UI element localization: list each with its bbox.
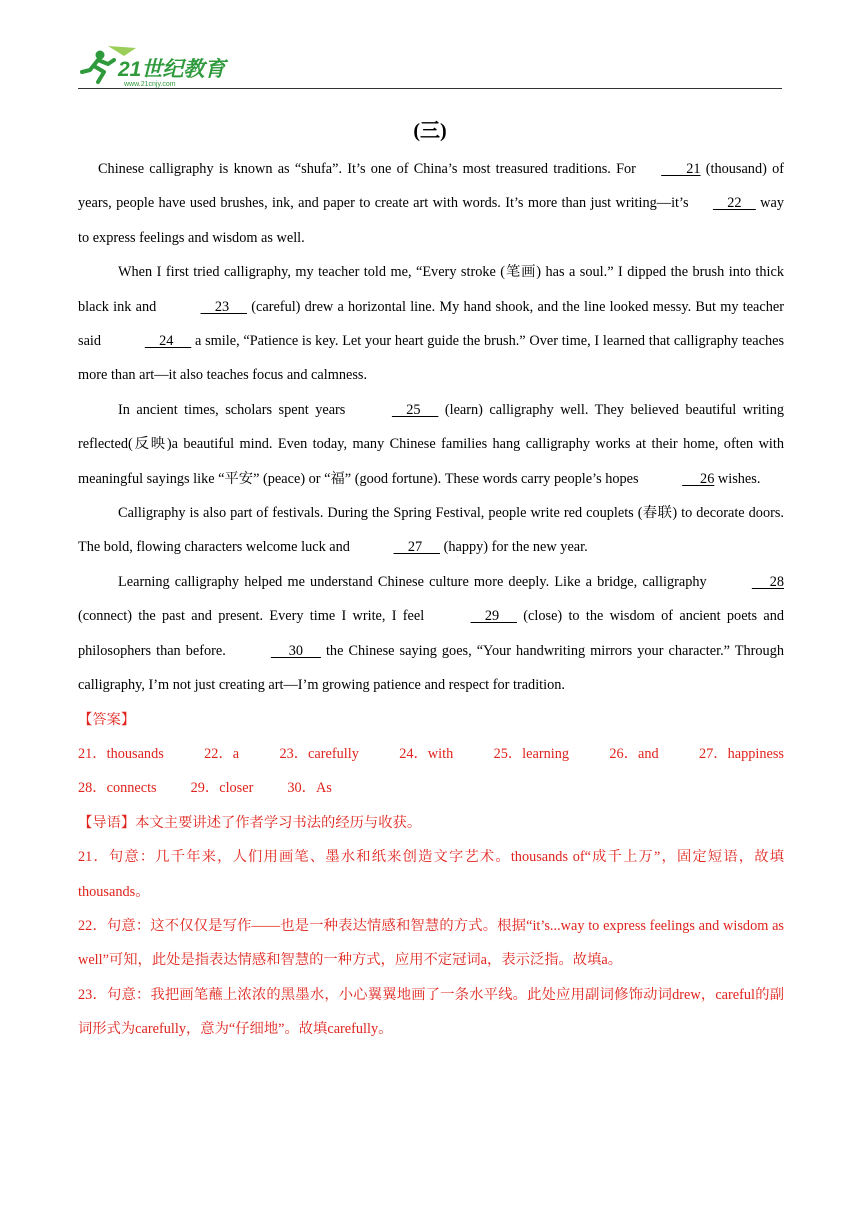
- text: the Chinese saying goes, “Your handwriting mirrors your character.” Through calligraphy, I’m not just creating art—I’m growing patience and respect for tradition.: [78, 642, 784, 694]
- text: In ancient times, scholars spent years: [118, 401, 352, 418]
- answer-item: 25．learning: [493, 745, 570, 762]
- paragraph-2: [78, 255, 784, 393]
- blank-27[interactable]: 27: [393, 539, 441, 556]
- text: (close) to the wisdom of ancient poets and philosophers than before.: [78, 608, 785, 659]
- page-header: [78, 42, 782, 90]
- paragraph-1: [78, 152, 784, 255]
- passage-content: [78, 152, 784, 1047]
- logo: [78, 42, 258, 88]
- blank-22[interactable]: 22: [712, 195, 756, 212]
- answer-item: 24．with: [399, 745, 454, 762]
- blank-28[interactable]: 28: [751, 573, 784, 590]
- blank-30[interactable]: 30: [270, 642, 321, 659]
- blank-29[interactable]: 29: [470, 608, 517, 625]
- answer-row-2: [78, 771, 784, 805]
- explanation-23: 23．句意：我把画笔蘸上浓浓的黑墨水，小心翼翼地画了一条水平线。此处应用副词修饰动词drew，careful的副词形式为carefully，意为“仔细地”。故填carefully。: [78, 986, 784, 1038]
- text: (connect) the past and present. Every time I write, I feel: [78, 608, 431, 625]
- explanation-21: 21．句意：几千年来，人们用画笔、墨水和纸来创造文字艺术。thousands of“成千上万”，固定短语，故填thousands。: [78, 849, 784, 900]
- text: (happy) for the new year.: [440, 539, 588, 556]
- section-title: (三): [413, 120, 447, 142]
- explanation-22: 22．句意：这不仅仅是写作——也是一种表达情感和智慧的方式。根据“it’s...way to express feelings and wisdom as well”可知，此处是指表达情感和智慧的一种方式，应用不定冠词a，表示泛指。故填a。: [78, 917, 784, 969]
- logo-text: 21世纪教育: [118, 58, 226, 81]
- paragraph-5: [78, 565, 784, 703]
- guide-text: 【导语】本文主要讲述了作者学习书法的经历与收获。: [78, 814, 422, 831]
- text: Chinese calligraphy is known as “shufa”. It’s one of China’s most treasured traditions. For: [98, 161, 642, 177]
- paragraph-4: [78, 496, 784, 565]
- text: Calligraphy is also part of festivals. During the Spring Festival, people write red couplets (春联) to decorate doors. The bold, flowing characters welcome luck and: [78, 505, 784, 556]
- text: (careful) drew a horizontal line. My hand shook, and the line looked messy. But my teacher said: [78, 298, 784, 350]
- blank-25[interactable]: 25: [391, 401, 439, 418]
- answer-item: 26．and: [609, 745, 659, 762]
- blank-23[interactable]: 23: [200, 298, 248, 315]
- answer-item: 29．closer: [190, 780, 254, 797]
- answer-item: 22．a: [204, 745, 240, 762]
- answer-item: 21．thousands: [78, 745, 164, 762]
- text: Learning calligraphy helped me understand Chinese culture more deeply. Like a bridge, calligraphy: [118, 573, 712, 590]
- blank-24[interactable]: 24: [144, 333, 192, 350]
- header-divider: [78, 88, 782, 89]
- answer-item: 28．connects: [78, 780, 157, 797]
- text: a smile, “Patience is key. Let your heart guide the brush.” Over time, I learned that calligraphy teaches more than art—it also teaches focus and calmness.: [78, 333, 785, 384]
- logo-url: www.21cnjy.com: [124, 81, 176, 88]
- answer-row-1: [78, 737, 784, 771]
- blank-26[interactable]: 26: [682, 470, 715, 487]
- answer-label: 【答案】: [78, 711, 136, 728]
- blank-21[interactable]: 21: [661, 161, 701, 177]
- text: way to express feelings and wisdom as well.: [78, 195, 784, 246]
- text: (thousand) of years, people have used brushes, ink, and paper to create art with words. It’s more than just writing—it’s: [78, 161, 784, 212]
- answer-item: 27．happiness: [699, 745, 784, 762]
- text: When I first tried calligraphy, my teacher told me, “Every stroke (笔画) has a soul.” I dipped the brush into thick black ink and: [78, 264, 784, 315]
- text: wishes.: [714, 470, 761, 487]
- paragraph-3: [78, 393, 784, 496]
- answer-item: 30．As: [287, 780, 332, 797]
- answer-list: [78, 737, 784, 806]
- answer-item: 23．carefully: [279, 745, 359, 762]
- text: (learn) calligraphy well. They believed beautiful writing reflected(反映)a beautiful mind. Even today, many Chinese families hang calligraphy works at their home, often with meaningful sayings like “平安” (peace) or “福” (good fortune). These words carry people’s hopes: [78, 401, 784, 487]
